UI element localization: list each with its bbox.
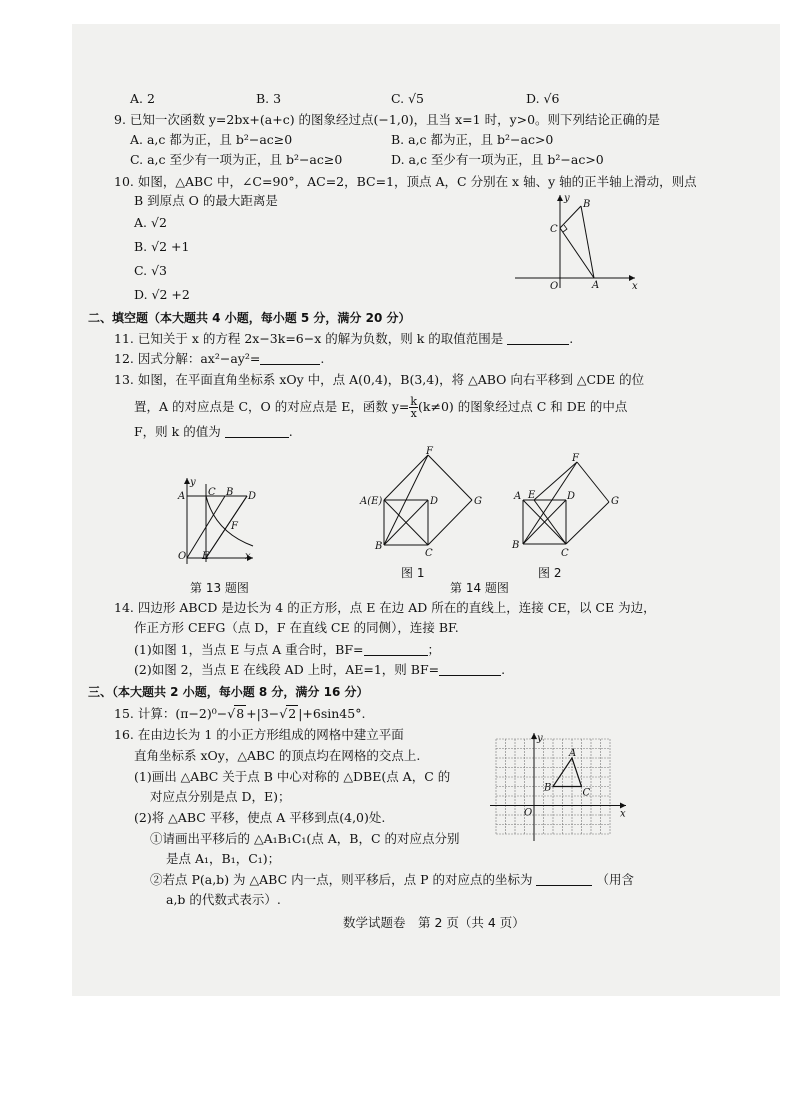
q16-line9: a,b 的代数式表示）. <box>166 892 281 907</box>
f14b-label-d: D <box>567 491 576 502</box>
q8-option-c: C. √5 <box>391 91 424 106</box>
f14b-label-e: E <box>528 490 536 501</box>
q16-line3: (1)画出 △ABC 关于点 B 中心对称的 △DBE(点 A，C 的 <box>134 769 451 784</box>
q14-part2: (2)如图 2，当点 E 在线段 AD 上时，AE=1，则 BF= . <box>134 662 506 677</box>
q11-answer-blank[interactable] <box>507 332 569 345</box>
q12-answer-blank[interactable] <box>260 352 320 365</box>
q15-text: 15. 计算：(π−2)⁰−√ 8 +|3−√ 2 |+6sin45°. <box>114 705 365 722</box>
q9-option-b: B. a,c 都为正，且 b²−ac>0 <box>391 132 554 147</box>
q14-part1-blank[interactable] <box>364 643 428 656</box>
f10-label-a: A <box>592 280 600 291</box>
fig13-caption: 第 13 题图 <box>190 581 249 595</box>
q16-line4: 对应点分别是点 D，E)； <box>150 789 291 804</box>
f13-label-d: D <box>248 491 257 502</box>
q8-option-a: A. 2 <box>130 91 155 106</box>
q13-line3: F，则 k 的值为 . <box>134 424 293 439</box>
fig14-caption: 第 14 题图 <box>450 581 509 595</box>
f10-label-b: B <box>583 199 591 210</box>
q14-figure-2 <box>505 452 630 560</box>
q14-figure-1 <box>360 445 490 560</box>
q10-option-a: A. √2 <box>134 215 167 230</box>
q9-option-a: A. a,c 都为正，且 b²−ac≥0 <box>130 132 293 147</box>
q8-option-d: D. √6 <box>526 91 560 106</box>
f13-label-e: E <box>202 551 210 562</box>
q14-part1: (1)如图 1，当点 E 与点 A 重合时，BF= ； <box>134 642 441 657</box>
q9-option-c: C. a,c 至少有一项为正，且 b²−ac≥0 <box>130 152 343 167</box>
q16-line7: 是点 A₁，B₁，C₁)； <box>166 851 281 866</box>
q13-line1: 13. 如图，在平面直角坐标系 xOy 中，点 A(0,4)，B(3,4)，将 △ABO 向右平移到 △CDE 的位 <box>114 372 645 387</box>
q13-fraction: $\frac{k}{x}$ <box>410 395 418 420</box>
f14b-label-g: G <box>611 496 619 507</box>
q10-option-c: C. √3 <box>134 263 167 278</box>
f16-label-o: O <box>524 807 533 819</box>
f16-label-c: C <box>582 787 591 799</box>
q9-option-d: D. a,c 至少有一项为正，且 b²−ac>0 <box>391 152 604 167</box>
q16-line2: 直角坐标系 xOy，△ABC 的顶点均在网格的交点上. <box>134 748 421 763</box>
f14b-label-a: A <box>514 491 522 502</box>
q14-line2: 作正方形 CEFG（点 D，F 在直线 CE 的同侧），连接 BF. <box>134 620 459 635</box>
f14b-label-f: F <box>572 453 579 464</box>
q14-line1: 14. 四边形 ABCD 是边长为 4 的正方形，点 E 在边 AD 所在的直线上，连接 CE，以 CE 为边， <box>114 600 656 615</box>
f16-label-y: y <box>537 733 543 744</box>
q8-option-b: B. 3 <box>256 91 282 106</box>
f14b-label-b: B <box>512 540 520 551</box>
f10-label-x: x <box>632 281 638 292</box>
f13-label-a: A <box>178 491 186 502</box>
section-3-heading: 三、（本大题共 2 小题，每小题 8 分，满分 16 分） <box>88 685 369 699</box>
q13-line2: 置，A 的对应点是 C，O 的对应点是 E，函数 y= $\frac{k}{x}$ (k≠0) 的图象经过点 C 和 DE 的中点 <box>134 395 628 420</box>
q10-option-b: B. √2 +1 <box>134 239 190 254</box>
q16-answer-blank[interactable] <box>536 873 592 886</box>
q13-answer-blank[interactable] <box>225 425 289 438</box>
f16-label-x: x <box>620 808 626 820</box>
f13-label-c: C <box>208 487 216 498</box>
q16-line8: ②若点 P(a,b) 为 △ABC 内一点，则平移后，点 P 的对应点的坐标为 （用含 <box>150 872 634 887</box>
f14a-label-b: B <box>375 541 383 552</box>
q10-line1: 10. 如图，△ABC 中，∠C=90°，AC=2，BC=1，顶点 A，C 分别在 x 轴、y 轴的正半轴上滑动，则点 <box>114 174 697 189</box>
f10-label-y: y <box>564 193 570 204</box>
f14a-label-d: D <box>430 496 439 507</box>
q14-part2-blank[interactable] <box>439 663 501 676</box>
q16-line5: (2)将 △ABC 平移，使点 A 平移到点(4,0)处. <box>134 810 386 825</box>
q10-option-d: D. √2 +2 <box>134 287 190 302</box>
q10-line2: B 到原点 O 的最大距离是 <box>134 193 278 208</box>
q13-figure <box>175 478 255 568</box>
f10-label-o: O <box>550 281 559 292</box>
f14a-label-c: C <box>425 548 433 559</box>
section-2-heading: 二、填空题（本大题共 4 小题，每小题 5 分，满分 20 分） <box>88 311 411 325</box>
f13-label-y: y <box>190 477 196 488</box>
f13-label-o: O <box>178 551 187 562</box>
q16-line6: ①请画出平移后的 △A₁B₁C₁(点 A，B，C 的对应点分别 <box>150 831 460 846</box>
fig14-2-caption: 图 2 <box>538 566 562 580</box>
f14a-label-g: G <box>474 496 482 507</box>
q16-grid-figure <box>490 733 630 845</box>
f16-label-b: B <box>544 782 552 794</box>
f13-label-x: x <box>245 551 251 562</box>
f13-label-f: F <box>231 521 238 532</box>
f13-label-b: B <box>226 487 234 498</box>
f16-label-a: A <box>569 748 577 759</box>
fig14-1-caption: 图 1 <box>401 566 425 580</box>
q9-stem: 9. 已知一次函数 y=2bx+(a+c) 的图象经过点(−1,0)，且当 x=1 时，y>0。则下列结论正确的是 <box>114 112 661 127</box>
q16-line1: 16. 在由边长为 1 的小正方形组成的网格中建立平面 <box>114 727 404 742</box>
page-footer: 数学试题卷 第 2 页（共 4 页） <box>343 915 525 930</box>
q12-text: 12. 因式分解：ax²−ay²= . <box>114 351 325 366</box>
q10-figure <box>510 190 645 290</box>
f14a-label-f: F <box>426 446 433 457</box>
q11-text: 11. 已知关于 x 的方程 2x−3k=6−x 的解为负数，则 k 的取值范围是 . <box>114 331 574 346</box>
f14a-label-ae: A(E) <box>360 496 383 507</box>
f14b-label-c: C <box>561 548 569 559</box>
f10-label-c: C <box>550 224 558 235</box>
